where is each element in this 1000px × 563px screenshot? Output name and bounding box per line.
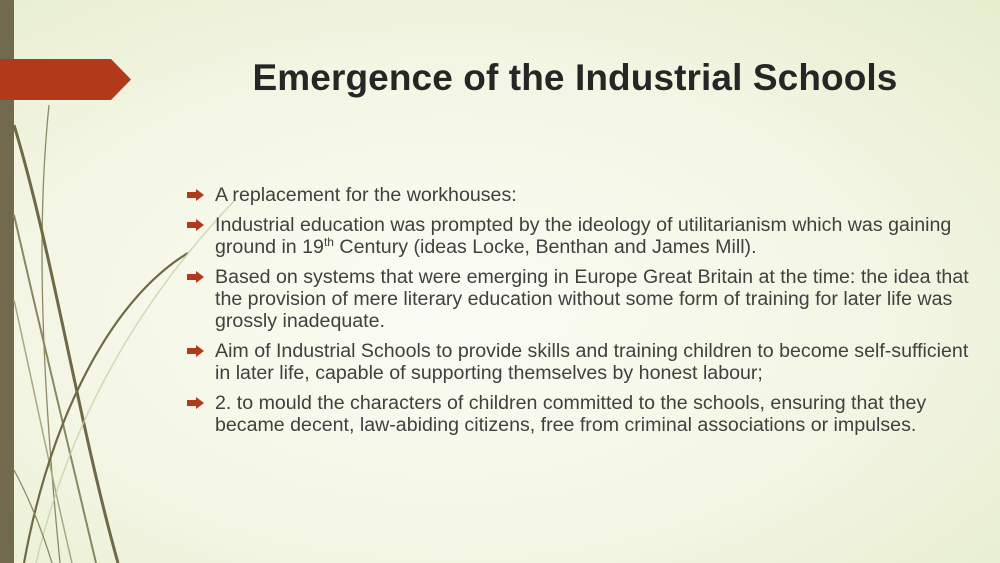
bullet-list: [187, 184, 982, 444]
arrow-right-icon: [187, 219, 204, 231]
bullet-item: [187, 340, 982, 384]
bullet-item: [187, 266, 982, 332]
title-accent-arrow: [0, 59, 131, 100]
arrow-right-icon: [187, 271, 204, 283]
bullet-item: [187, 214, 982, 258]
arrow-right-icon: [187, 397, 204, 409]
bullet-text-after: Century (ideas Locke, Benthan and James Mill).: [333, 236, 757, 258]
bullet-text: A replacement for the workhouses:: [215, 184, 517, 206]
arrow-right-icon: [187, 189, 204, 201]
bullet-text: Aim of Industrial Schools to provide skills and training children to become self-sufficient in later life, capable of supporting themselves by honest labour;: [215, 340, 969, 384]
bullet-item: [187, 184, 982, 206]
bullet-text-before: Industrial education was prompted by the ideology of utilitarianism which was gaining ground in 19: [215, 214, 952, 258]
bullet-item: [187, 392, 982, 436]
arrow-right-icon: [187, 345, 204, 357]
bullet-text: Based on systems that were emerging in Europe Great Britain at the time: the idea that the provision of mere literary education without some form of training for later life was grossly inadequate.: [215, 266, 969, 332]
superscript-th: th: [323, 235, 334, 249]
slide-title: Emergence of the Industrial Schools: [252, 57, 898, 98]
bullet-text: 2. to mould the characters of children committed to the schools, ensuring that they became decent, law-abiding citizens, free from criminal associations or impulses.: [215, 392, 927, 436]
